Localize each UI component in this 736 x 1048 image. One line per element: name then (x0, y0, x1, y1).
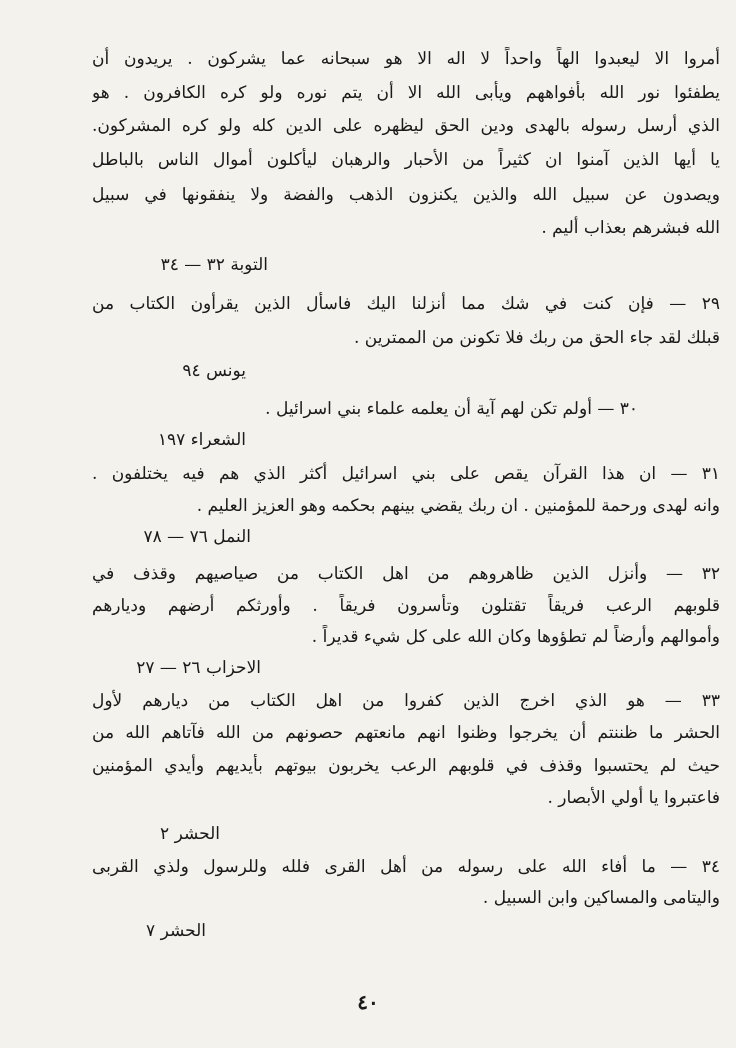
text-line: الحشر ما ظننتم أن يخرجوا وظنوا انهم مانعتهم حصونهم من الله فآتاهم الله من (92, 723, 720, 743)
text-line: ٣٣ — هو الذي اخرج الذين كفروا من اهل الكتاب من ديارهم لأول (92, 691, 720, 711)
text-line: وأموالهم وأرضاً لم تطؤوها وكان الله على كل شيء قديراً . (311, 627, 720, 647)
text-line: قلوبهم الرعب فريقاً تقتلون وتأسرون فريقاً . وأورثكم أرضهم وديارهم (92, 596, 720, 616)
verse-reference: الحشر ٢ (160, 824, 220, 844)
verse-reference: الاحزاب ٢٦ — ٢٧ (136, 658, 261, 678)
text-line: ٢٩ — فإن كنت في شك مما أنزلنا اليك فاسأل الذين يقرأون الكتاب من (92, 294, 720, 314)
verse-reference: الحشر ٧ (146, 921, 206, 941)
text-line: قبلك لقد جاء الحق من ربك فلا تكونن من الممترين . (353, 328, 720, 348)
page-number: ٤٠ (357, 990, 379, 1014)
text-line: فاعتبروا يا أولي الأبصار . (547, 788, 720, 808)
verse-reference: النمل ٧٦ — ٧٨ (143, 527, 251, 547)
verse-reference: يونس ٩٤ (182, 361, 246, 381)
text-line: وانه لهدى ورحمة للمؤمنين . ان ربك يقضي بينهم بحكمه وهو العزيز العليم . (196, 496, 720, 516)
verse-reference: الشعراء ١٩٧ (157, 430, 246, 450)
text-line: الذي أرسل رسوله بالهدى ودين الحق ليظهره على الدين كله ولو كره المشركون. (92, 116, 720, 136)
text-line: أمروا الا ليعبدوا الهاً واحداً لا اله الا هو سبحانه عما يشركون . يريدون أن (92, 49, 720, 69)
text-line: الله فبشرهم بعذاب أليم . (541, 218, 720, 238)
text-line: ويصدون عن سبيل الله والذين يكنزون الذهب والفضة ولا ينفقونها في سبيل (92, 185, 720, 205)
text-line: يا أيها الذين آمنوا ان كثيراً من الأحبار والرهبان ليأكلون أموال الناس بالباطل (92, 150, 720, 170)
text-line: حيث لم يحتسبوا وقذف في قلوبهم الرعب يخربون بيوتهم بأيديهم وأيدي المؤمنين (92, 756, 720, 776)
verse-reference: التوبة ٣٢ — ٣٤ (160, 255, 268, 275)
text-line: واليتامى والمساكين وابن السبيل . (482, 888, 720, 908)
text-line: ٣٠ — أولم تكن لهم آية أن يعلمه علماء بني اسرائيل . (265, 399, 638, 419)
text-line: ٣٤ — ما أفاء الله على رسوله من أهل القرى فلله وللرسول ولذي القربى (92, 857, 720, 877)
text-line: يطفئوا نور الله بأفواههم ويأبى الله الا أن يتم نوره ولو كره الكافرون . هو (92, 83, 720, 103)
text-line: ٣٢ — وأنزل الذين ظاهروهم من اهل الكتاب من صياصيهم وقذف في (92, 564, 720, 584)
text-line: ٣١ — ان هذا القرآن يقص على بني اسرائيل أكثر الذي هم فيه يختلفون . (92, 464, 720, 484)
